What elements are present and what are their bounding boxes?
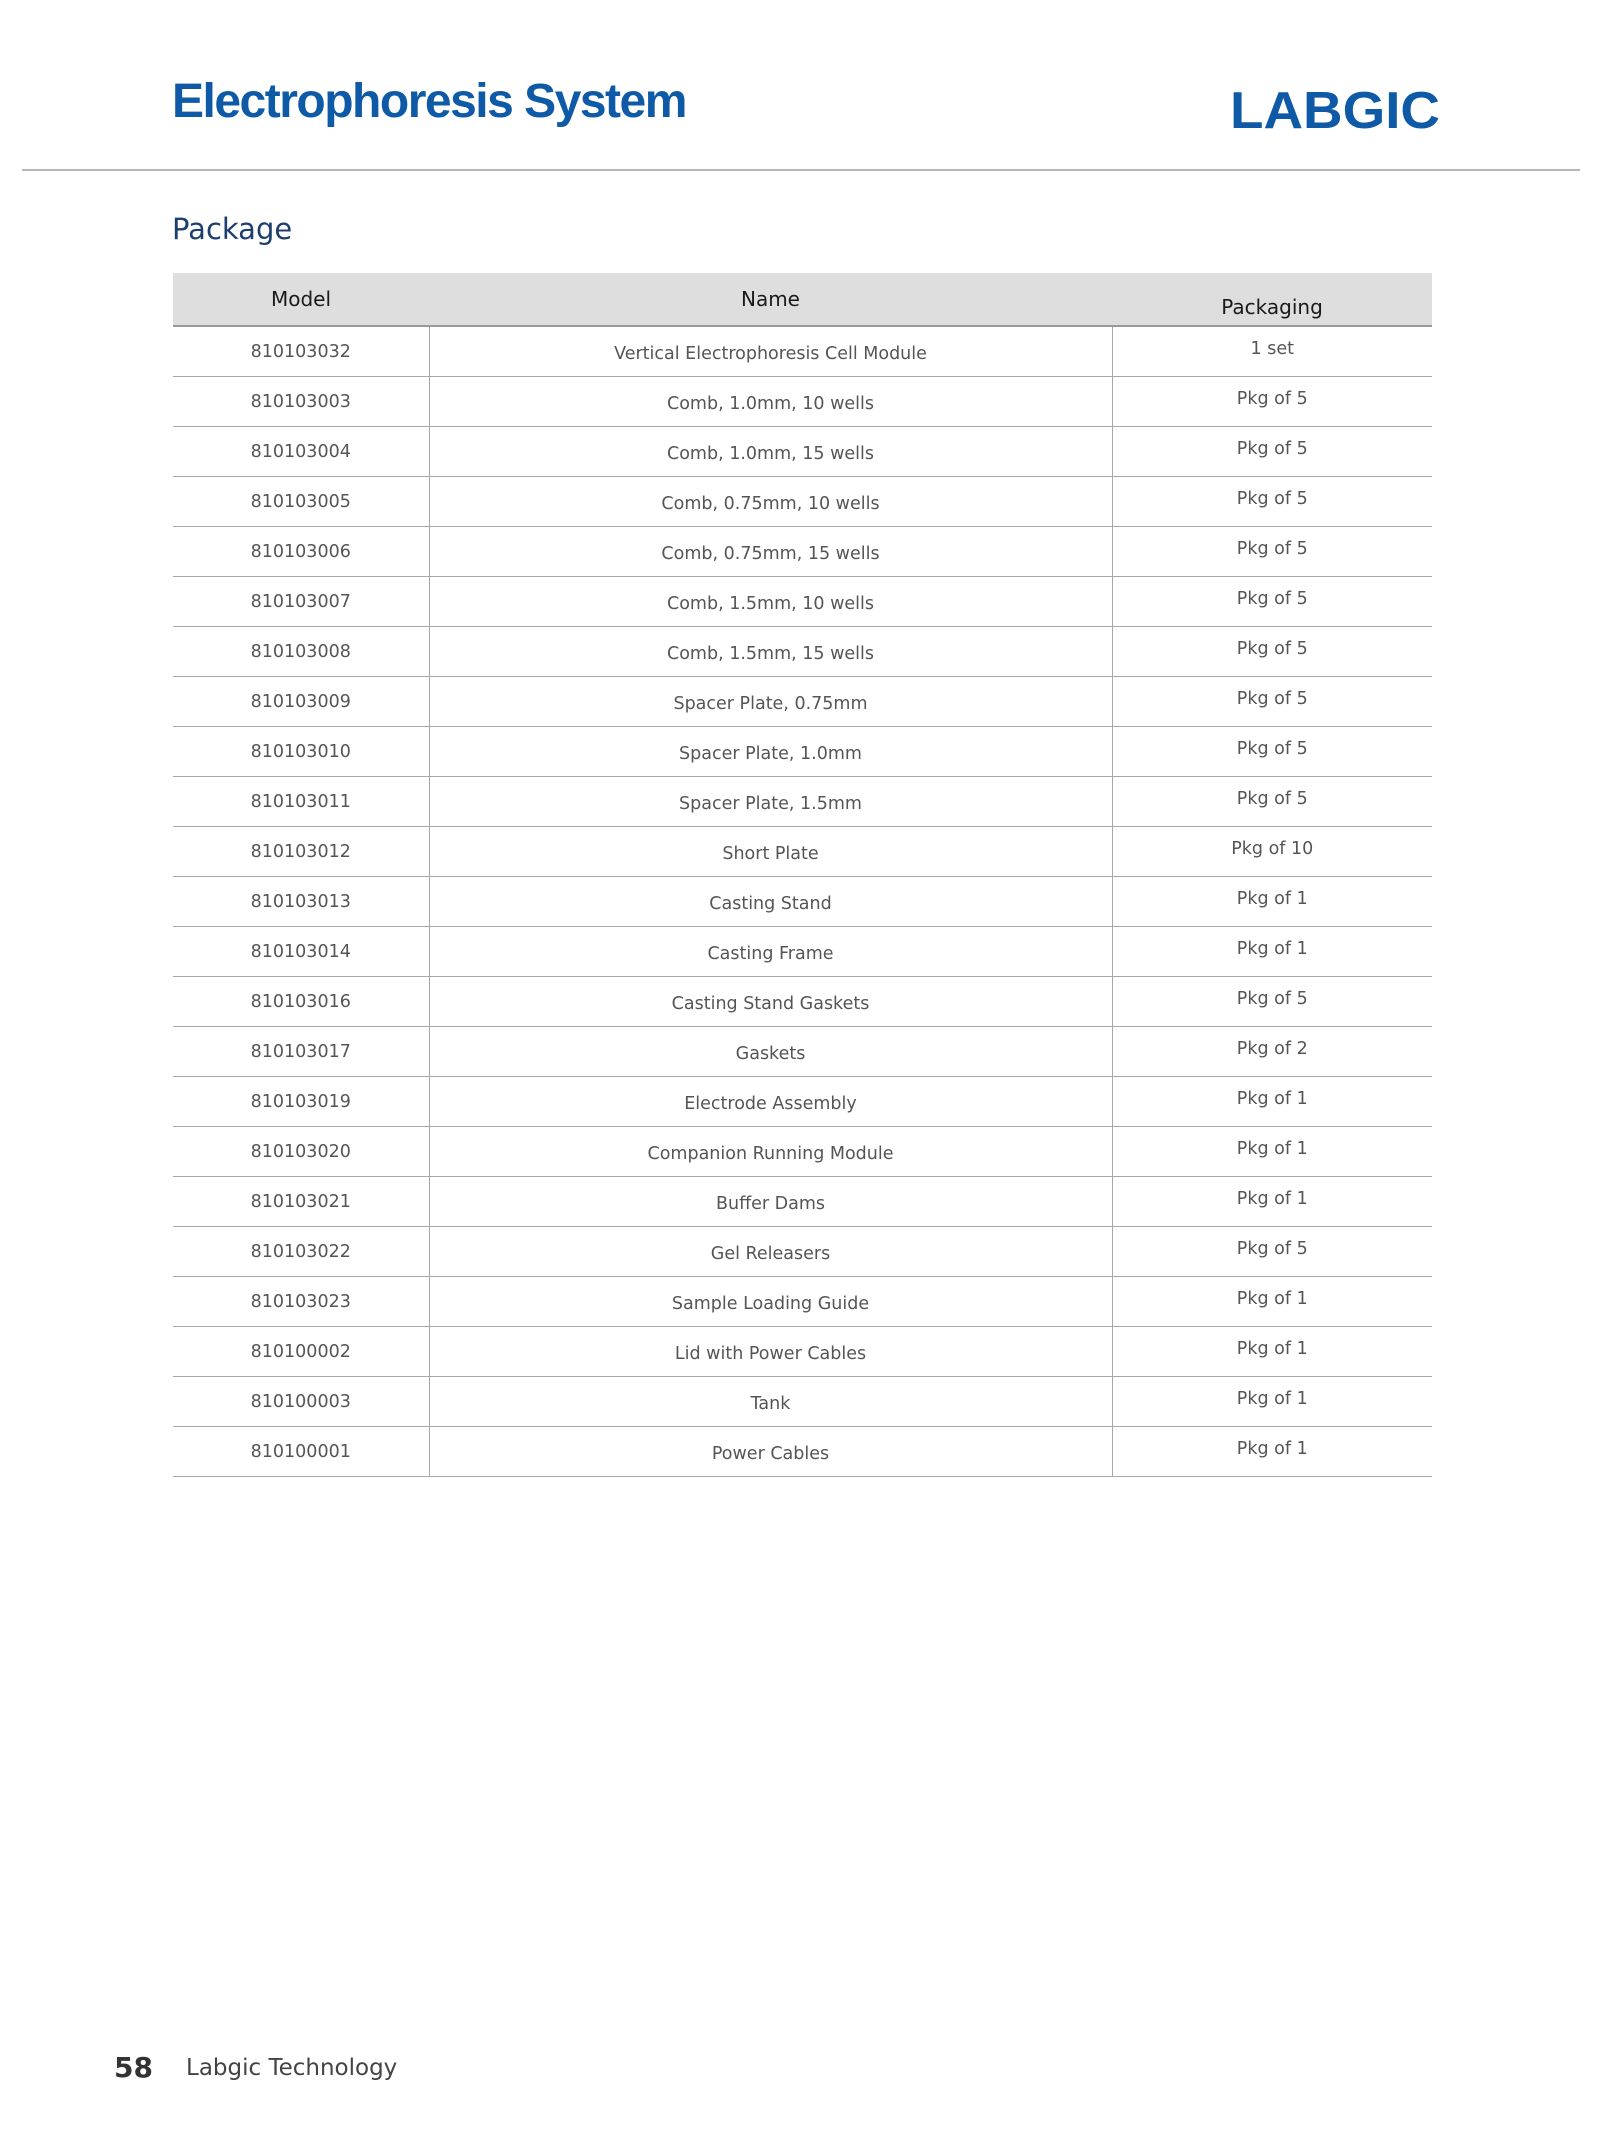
name-cell: Gaskets	[429, 1027, 1112, 1077]
model-cell: 810103017	[173, 1027, 429, 1077]
model-cell: 810103032	[173, 326, 429, 377]
model-cell: 810103021	[173, 1177, 429, 1227]
section-title: Package	[172, 212, 293, 246]
labgic-logo	[1228, 84, 1442, 132]
packaging-cell: Pkg of 5	[1112, 477, 1432, 527]
name-cell: Vertical Electrophoresis Cell Module	[429, 326, 1112, 377]
packaging-cell: Pkg of 5	[1112, 1227, 1432, 1277]
table-row	[173, 577, 1432, 627]
name-cell: Comb, 0.75mm, 15 wells	[429, 527, 1112, 577]
name-cell: Power Cables	[429, 1427, 1112, 1477]
packaging-cell: Pkg of 1	[1112, 1127, 1432, 1177]
name-cell: Electrode Assembly	[429, 1077, 1112, 1127]
table-row	[173, 1127, 1432, 1177]
packaging-cell: Pkg of 1	[1112, 1077, 1432, 1127]
model-cell: 810103012	[173, 827, 429, 877]
footer-company-name: Labgic Technology	[186, 2055, 398, 2081]
packaging-cell: Pkg of 5	[1112, 677, 1432, 727]
packaging-cell: Pkg of 10	[1112, 827, 1432, 877]
name-cell: Casting Stand	[429, 877, 1112, 927]
model-cell: 810103006	[173, 527, 429, 577]
model-cell: 810103020	[173, 1127, 429, 1177]
packaging-cell: Pkg of 1	[1112, 1377, 1432, 1427]
model-cell: 810103010	[173, 727, 429, 777]
packaging-cell: Pkg of 5	[1112, 777, 1432, 827]
table-row	[173, 427, 1432, 477]
table-row	[173, 527, 1432, 577]
packaging-cell: Pkg of 1	[1112, 1327, 1432, 1377]
packaging-cell: Pkg of 1	[1112, 1427, 1432, 1477]
table-row	[173, 627, 1432, 677]
page-title: Electrophoresis System	[172, 75, 686, 128]
name-cell: Comb, 1.0mm, 15 wells	[429, 427, 1112, 477]
table-row	[173, 1377, 1432, 1427]
column-header-name: Name	[429, 273, 1112, 326]
page-number: 58	[114, 2051, 153, 2084]
table-row	[173, 1427, 1432, 1477]
name-cell: Sample Loading Guide	[429, 1277, 1112, 1327]
table-row	[173, 977, 1432, 1027]
packaging-cell: Pkg of 1	[1112, 1177, 1432, 1227]
packaging-cell: Pkg of 1	[1112, 1277, 1432, 1327]
table-row	[173, 1177, 1432, 1227]
table-body	[173, 326, 1432, 1477]
name-cell: Short Plate	[429, 827, 1112, 877]
packaging-cell: Pkg of 5	[1112, 727, 1432, 777]
name-cell: Tank	[429, 1377, 1112, 1427]
table-row	[173, 1027, 1432, 1077]
table-row	[173, 326, 1432, 377]
packaging-cell: Pkg of 1	[1112, 877, 1432, 927]
table-row	[173, 827, 1432, 877]
table-row	[173, 927, 1432, 977]
packaging-cell: Pkg of 5	[1112, 527, 1432, 577]
packaging-cell: Pkg of 5	[1112, 427, 1432, 477]
model-cell: 810103011	[173, 777, 429, 827]
name-cell: Spacer Plate, 1.5mm	[429, 777, 1112, 827]
table-row	[173, 1277, 1432, 1327]
table-row	[173, 1327, 1432, 1377]
packaging-cell: Pkg of 5	[1112, 977, 1432, 1027]
model-cell: 810103013	[173, 877, 429, 927]
name-cell: Comb, 1.0mm, 10 wells	[429, 377, 1112, 427]
column-header-model: Model	[173, 273, 429, 326]
table-row	[173, 777, 1432, 827]
packaging-cell: Pkg of 5	[1112, 577, 1432, 627]
model-cell: 810103004	[173, 427, 429, 477]
logo-text: LABGIC	[1230, 84, 1440, 132]
model-cell: 810100001	[173, 1427, 429, 1477]
packaging-cell: 1 set	[1112, 326, 1432, 377]
model-cell: 810103019	[173, 1077, 429, 1127]
name-cell: Lid with Power Cables	[429, 1327, 1112, 1377]
model-cell: 810103009	[173, 677, 429, 727]
name-cell: Casting Frame	[429, 927, 1112, 977]
model-cell: 810100003	[173, 1377, 429, 1427]
name-cell: Buffer Dams	[429, 1177, 1112, 1227]
model-cell: 810103023	[173, 1277, 429, 1327]
packaging-cell: Pkg of 1	[1112, 927, 1432, 977]
column-header-packaging: Packaging	[1112, 273, 1432, 326]
package-table	[173, 273, 1432, 1477]
model-cell: 810103016	[173, 977, 429, 1027]
table-row	[173, 1227, 1432, 1277]
model-cell: 810103003	[173, 377, 429, 427]
table-row	[173, 677, 1432, 727]
model-cell: 810103022	[173, 1227, 429, 1277]
table-row	[173, 377, 1432, 427]
name-cell: Gel Releasers	[429, 1227, 1112, 1277]
table-row	[173, 877, 1432, 927]
name-cell: Companion Running Module	[429, 1127, 1112, 1177]
name-cell: Comb, 1.5mm, 10 wells	[429, 577, 1112, 627]
name-cell: Casting Stand Gaskets	[429, 977, 1112, 1027]
header-divider	[22, 169, 1580, 171]
name-cell: Comb, 0.75mm, 10 wells	[429, 477, 1112, 527]
model-cell: 810103005	[173, 477, 429, 527]
packaging-cell: Pkg of 2	[1112, 1027, 1432, 1077]
name-cell: Spacer Plate, 0.75mm	[429, 677, 1112, 727]
model-cell: 810103014	[173, 927, 429, 977]
table-row	[173, 477, 1432, 527]
model-cell: 810100002	[173, 1327, 429, 1377]
name-cell: Spacer Plate, 1.0mm	[429, 727, 1112, 777]
model-cell: 810103008	[173, 627, 429, 677]
packaging-cell: Pkg of 5	[1112, 377, 1432, 427]
table-row	[173, 727, 1432, 777]
model-cell: 810103007	[173, 577, 429, 627]
packaging-cell: Pkg of 5	[1112, 627, 1432, 677]
table-row	[173, 1077, 1432, 1127]
table-header-row	[173, 273, 1432, 326]
name-cell: Comb, 1.5mm, 15 wells	[429, 627, 1112, 677]
